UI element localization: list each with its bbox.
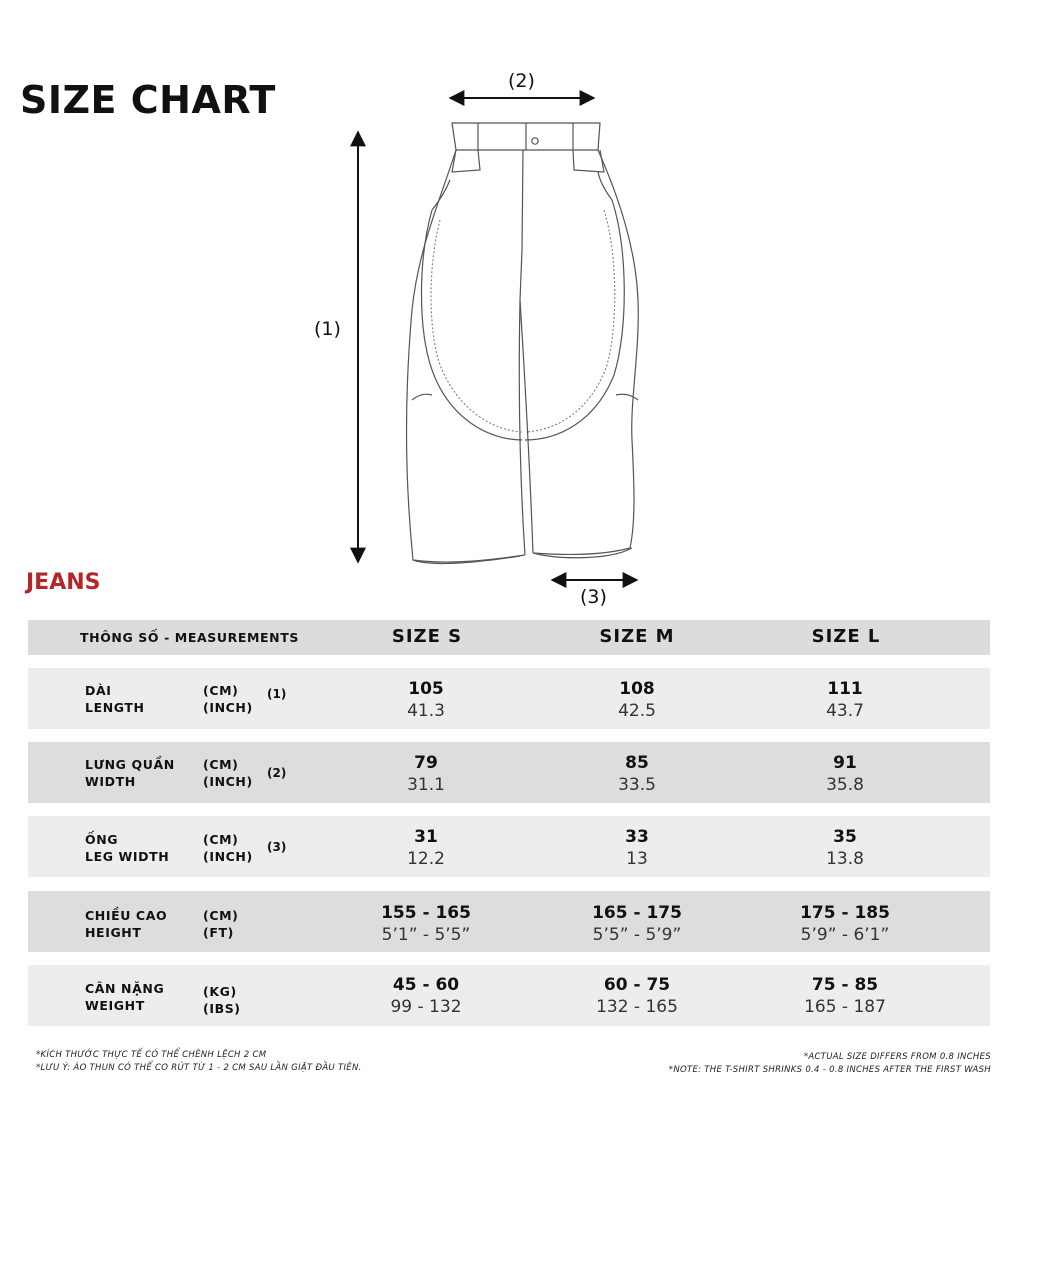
cell-secondary: 31.1 (407, 775, 445, 795)
cell-secondary: 132 - 165 (596, 997, 678, 1017)
cell-secondary: 13 (626, 849, 648, 869)
row-unit-2: (INCH) (203, 849, 253, 864)
table-row (28, 891, 990, 952)
cell-primary: 33 (625, 827, 649, 847)
row-ref: (2) (267, 766, 287, 780)
table-header (28, 620, 990, 655)
size-s-header: SIZE S (391, 626, 463, 647)
row-label-en: LENGTH (85, 700, 145, 715)
cell-primary: 75 - 85 (811, 975, 879, 995)
size-l-header: SIZE L (811, 626, 881, 647)
jeans-outline (407, 123, 639, 563)
footnote-en-1: *ACTUAL SIZE DIFFERS FROM 0.8 INCHES (803, 1052, 991, 1062)
measurements-header: THÔNG SỐ - MEASUREMENTS (80, 630, 299, 645)
row-label-vi: LƯNG QUẦN (85, 757, 175, 772)
row-label-en: WIDTH (85, 774, 136, 789)
cell-primary: 85 (625, 753, 649, 773)
cell-primary: 105 (408, 679, 444, 699)
cell-size-m (547, 678, 727, 722)
cell-size-m (547, 974, 727, 1018)
table-row (28, 742, 990, 803)
row-unit-1: (CM) (203, 757, 239, 772)
row-unit-1: (CM) (203, 683, 239, 698)
cell-size-m (547, 826, 727, 870)
cell-secondary: 5’5” - 5’9” (592, 925, 682, 945)
row-unit-2: (INCH) (203, 700, 253, 715)
cell-secondary: 165 - 187 (804, 997, 886, 1017)
footnote-vi-2: *LƯU Ý: ÁO THUN CÓ THỂ CO RÚT TỪ 1 - 2 CM SAU LẦN GIẶT ĐẦU TIÊN. (36, 1063, 362, 1073)
row-label-vi: CHIỀU CAO (85, 908, 168, 923)
cell-primary: 91 (833, 753, 857, 773)
section-title: JEANS (26, 570, 101, 595)
cell-secondary: 35.8 (826, 775, 864, 795)
cell-size-s (336, 752, 516, 796)
cell-size-l (755, 752, 935, 796)
width-label: (2) (508, 70, 535, 92)
cell-primary: 111 (827, 679, 863, 699)
row-unit-1: (CM) (203, 908, 239, 923)
table-row (28, 668, 990, 729)
cell-primary: 60 - 75 (603, 975, 671, 995)
row-label-vi: ỐNG (85, 832, 119, 847)
row-unit-2: (IBS) (203, 1001, 241, 1016)
length-label: (1) (314, 318, 341, 340)
cell-size-m (547, 902, 727, 946)
row-unit-1: (CM) (203, 832, 239, 847)
row-ref: (3) (267, 840, 287, 854)
cell-primary: 79 (414, 753, 438, 773)
row-label-en: HEIGHT (85, 925, 142, 940)
row-unit-2: (INCH) (203, 774, 253, 789)
cell-size-l (755, 902, 935, 946)
cell-primary: 45 - 60 (392, 975, 460, 995)
row-unit-1: (KG) (203, 984, 237, 999)
cell-secondary: 43.7 (826, 701, 864, 721)
row-label-en: LEG WIDTH (85, 849, 170, 864)
cell-secondary: 42.5 (618, 701, 656, 721)
cell-primary: 165 - 175 (592, 903, 682, 923)
cell-secondary: 5’9” - 6’1” (800, 925, 890, 945)
row-unit-2: (FT) (203, 925, 234, 940)
cell-size-s (336, 974, 516, 1018)
row-label-vi: CÂN NẶNG (85, 981, 165, 996)
cell-secondary: 5’1” - 5’5” (381, 925, 471, 945)
cell-primary: 108 (619, 679, 655, 699)
row-label-vi: DÀI (85, 683, 112, 698)
footnote-en-2: *NOTE: THE T-SHIRT SHRINKS 0.4 - 0.8 INCHES AFTER THE FIRST WASH (668, 1065, 991, 1075)
footnote-left (36, 1049, 362, 1075)
cell-primary: 175 - 185 (800, 903, 890, 923)
table-row (28, 965, 990, 1026)
footnote-vi-1: *KÍCH THƯỚC THỰC TẾ CÓ THỂ CHÊNH LỆCH 2 CM (36, 1050, 267, 1060)
cell-size-s (336, 678, 516, 722)
cell-secondary: 13.8 (826, 849, 864, 869)
cell-size-l (755, 678, 935, 722)
footnote-right (669, 1051, 991, 1077)
cell-size-s (336, 902, 516, 946)
cell-size-s (336, 826, 516, 870)
cell-primary: 155 - 165 (381, 903, 471, 923)
page-title: SIZE CHART (20, 78, 276, 122)
cell-secondary: 33.5 (618, 775, 656, 795)
cell-secondary: 41.3 (407, 701, 445, 721)
size-m-header: SIZE M (599, 626, 675, 647)
cell-size-m (547, 752, 727, 796)
row-label-en: WEIGHT (85, 998, 145, 1013)
cell-primary: 35 (833, 827, 857, 847)
cell-primary: 31 (414, 827, 438, 847)
leg-width-label: (3) (580, 586, 607, 608)
cell-secondary: 12.2 (407, 849, 445, 869)
cell-secondary: 99 - 132 (390, 997, 462, 1017)
cell-size-l (755, 974, 935, 1018)
jeans-diagram (0, 0, 1053, 620)
cell-size-l (755, 826, 935, 870)
row-ref: (1) (267, 687, 287, 701)
table-row (28, 816, 990, 877)
